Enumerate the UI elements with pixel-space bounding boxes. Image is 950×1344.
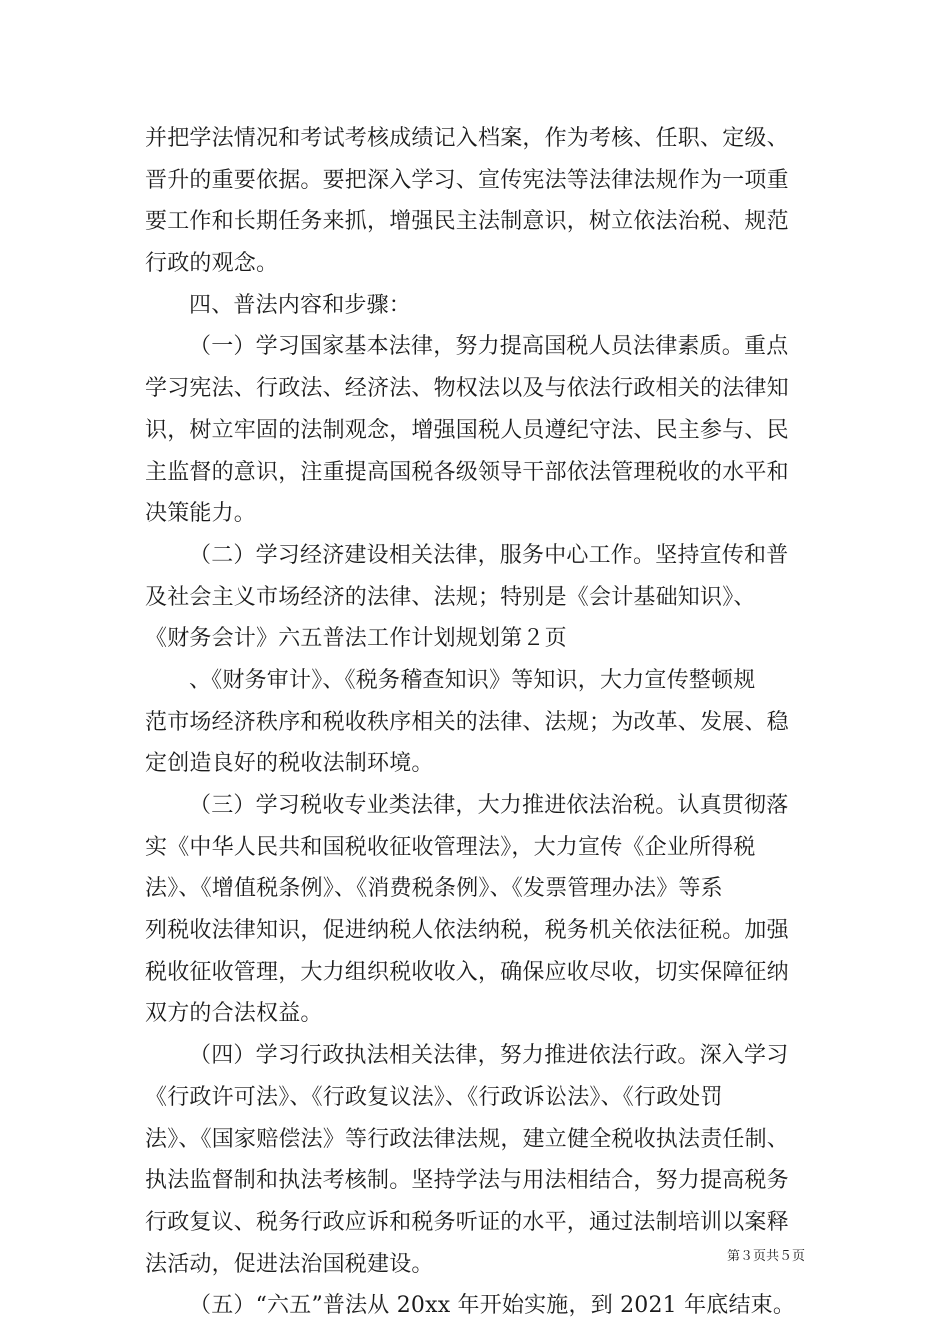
- text-line: 法》、《国家赔偿法》等行政法律法规，建立健全税收执法责任制、: [145, 1126, 790, 1152]
- text-line: （四）学习行政执法相关法律，努力推进依法行政。深入学习: [189, 1043, 789, 1069]
- text-line: 《行政许可法》、《行政复议法》、《行政诉讼法》、《行政处罚: [145, 1084, 723, 1110]
- text-line: 法》、《增值税条例》、《消费税条例》、《发票管理办法》等系: [145, 876, 723, 902]
- text-line: 要工作和长期任务来抓，增强民主法制意识，树立依法治税、规范: [145, 209, 789, 235]
- text-line: 、《财务审计》、《税务稽查知识》等知识，大力宣传整顿规: [189, 667, 756, 693]
- text-line: 识，树立牢固的法制观念，增强国税人员遵纪守法、民主参与、民: [145, 417, 789, 443]
- text-line: 范市场经济秩序和税收秩序相关的法律、法规；为改革、发展、稳: [145, 709, 789, 735]
- text-line: 学习宪法、行政法、经济法、物权法以及与依法行政相关的法律知: [145, 376, 789, 402]
- text-line: 双方的合法权益。: [145, 1001, 323, 1027]
- document-body: [145, 118, 810, 1327]
- text-line: 定创造良好的税收法制环境。: [145, 751, 434, 777]
- text-line: 税收征收管理，大力组织税收收入，确保应收尽收，切实保障征纳: [145, 959, 789, 985]
- text-line: 四、普法内容和步骤：: [189, 292, 412, 318]
- text-line: 《财务会计》六五普法工作计划规划第２页: [145, 626, 567, 652]
- text-line: 执法监督制和执法考核制。坚持学法与用法相结合，努力提高税务: [145, 1168, 789, 1194]
- text-line: （三）学习税收专业类法律，大力推进依法治税。认真贯彻落: [189, 793, 789, 818]
- text-line: 主监督的意识，注重提高国税各级领导干部依法管理税收的水平和: [145, 459, 789, 485]
- text-line: 决策能力。: [145, 501, 257, 527]
- text-line: （二）学习经济建设相关法律，服务中心工作。坚持宣传和普: [189, 542, 789, 568]
- text-line: 行政的观念。: [145, 251, 279, 277]
- text-line: 并把学法情况和考试考核成绩记入档案，作为考核、任职、定级、: [145, 126, 789, 151]
- text-line: 列税收法律知识，促进纳税人依法纳税，税务机关依法征税。加强: [145, 918, 789, 944]
- text-line: 及社会主义市场经济的法律、法规；特别是《会计基础知识》、: [145, 584, 756, 610]
- text-line: 晋升的重要依据。要把深入学习、宣传宪法等法律法规作为一项重: [145, 167, 789, 193]
- text-line: 法活动，促进法治国税建设。: [145, 1251, 434, 1277]
- text-line: （一）学习国家基本法律，努力提高国税人员法律素质。重点: [189, 334, 789, 360]
- page-footer: 第３页共５页: [726, 1249, 805, 1264]
- text-line: （五）“六五”普法从 20xx 年开始实施，到 2021 年底结束。: [189, 1293, 796, 1319]
- text-line: 行政复议、税务行政应诉和税务听证的水平，通过法制培训以案释: [145, 1209, 789, 1235]
- text-line: 实《中华人民共和国税收征收管理法》，大力宣传《企业所得税: [145, 834, 756, 860]
